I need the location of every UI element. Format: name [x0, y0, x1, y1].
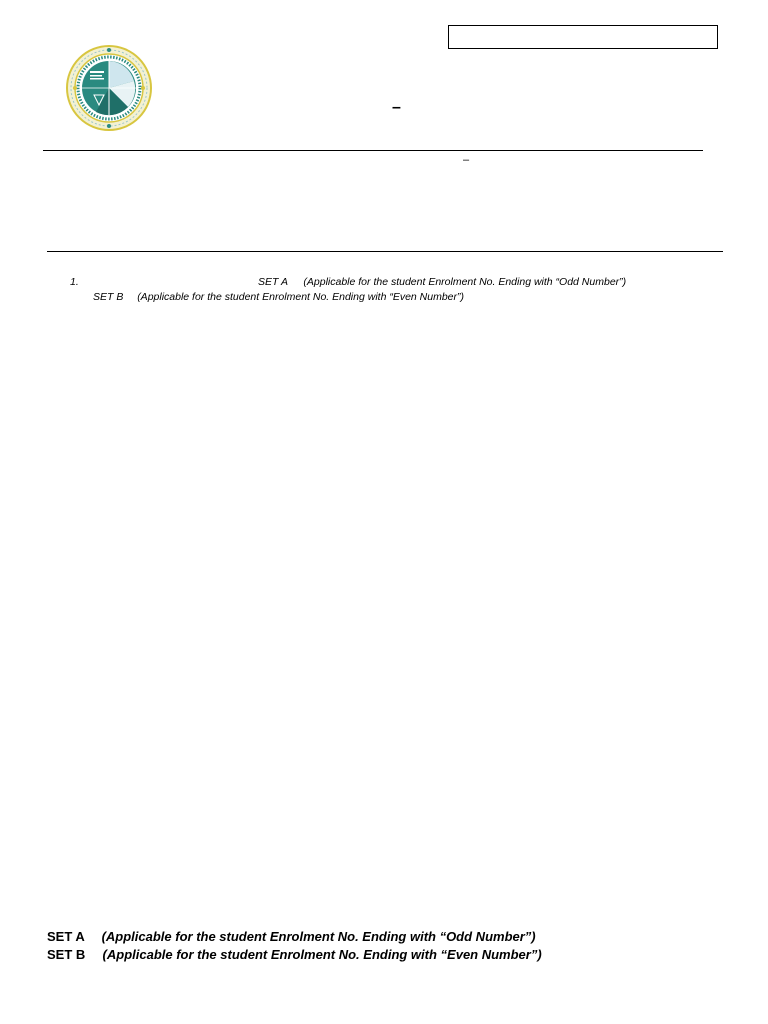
university-seal-logo: [66, 45, 152, 131]
enrolment-number-box: [448, 25, 718, 49]
footer-set-b: [47, 948, 542, 961]
header-rule: [43, 150, 703, 151]
footer-set-a: [47, 930, 536, 943]
set-a-label: SET A: [258, 276, 288, 288]
set-b-description: (Applicable for the student Enrolment No. Ending with “Even Number”): [137, 291, 465, 303]
header-dash: –: [392, 99, 401, 116]
subheader-dash: –: [463, 154, 470, 166]
set-b-label: SET B: [93, 291, 124, 303]
footer-set-b-label: SET B: [47, 947, 86, 962]
footer-set-a-description: (Applicable for the student Enrolment No. Ending with “Odd Number”): [101, 929, 536, 944]
footer-set-b-description: (Applicable for the student Enrolment No. Ending with “Even Number”): [102, 947, 542, 962]
footer-set-a-label: SET A: [47, 929, 85, 944]
instruction-set-a: [258, 277, 626, 288]
set-a-description: (Applicable for the student Enrolment No. Ending with “Odd Number”): [303, 276, 627, 288]
instruction-number: 1.: [70, 276, 79, 288]
instruction-set-b: [93, 292, 464, 303]
section-rule: [47, 251, 723, 252]
